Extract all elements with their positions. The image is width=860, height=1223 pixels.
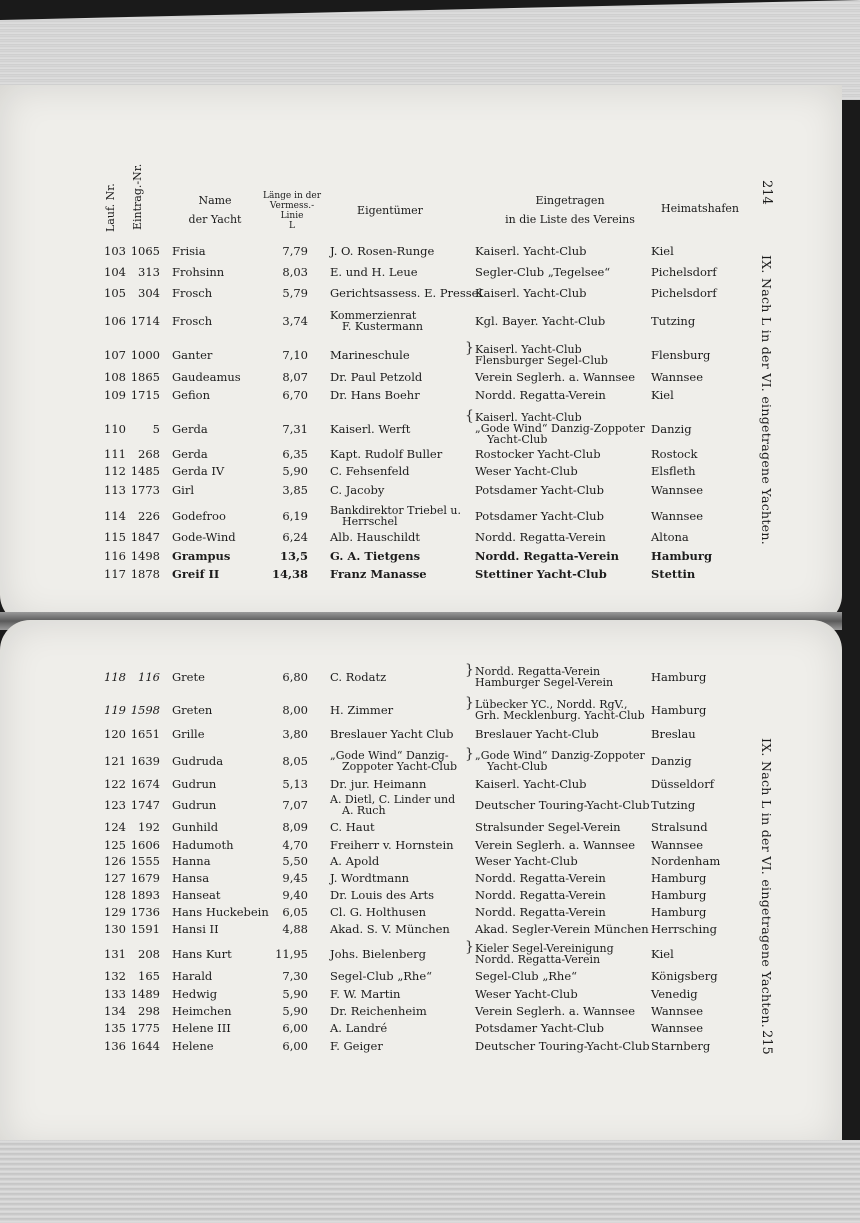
row-laenge: 9,45 — [282, 871, 308, 885]
row-yacht-name: Gudruda — [172, 754, 224, 768]
row-eintrag-nr: 1679 — [130, 871, 160, 885]
header-eigentuemer: Eigentümer — [357, 204, 423, 217]
row-heimatshafen: Stralsund — [651, 820, 708, 834]
book-bottom-edge — [0, 1140, 860, 1223]
row-heimatshafen: Danzig — [651, 422, 692, 436]
row-yacht-name: Frosch — [172, 286, 213, 300]
row-verein: Nordd. Regatta-Verein — [475, 871, 606, 885]
header-lauf: Lauf. Nr. — [104, 183, 117, 232]
row-lauf-nr: 117 — [104, 567, 126, 581]
row-verein: Segler-Club „Tegelsee“ — [475, 265, 611, 279]
row-eintrag-nr: 165 — [138, 969, 160, 983]
row-yacht-name: Hansi II — [172, 922, 219, 936]
row-owner: Dr. Reichenheim — [330, 1004, 427, 1018]
row-heimatshafen: Wannsee — [651, 1004, 704, 1018]
row-verein: Segel-Club „Rhe“ — [475, 969, 578, 983]
row-heimatshafen: Pichelsdorf — [651, 265, 717, 279]
row-laenge: 8,03 — [282, 265, 308, 279]
row-verein: Stettiner Yacht-Club — [475, 567, 607, 581]
row-eintrag-nr: 1736 — [130, 905, 160, 919]
row-eintrag-nr: 1489 — [130, 987, 160, 1001]
row-laenge: 7,30 — [282, 969, 308, 983]
row-heimatshafen: Tutzing — [651, 798, 696, 812]
row-lauf-nr: 128 — [104, 888, 126, 902]
header-laenge — [252, 191, 332, 231]
row-laenge: 7,31 — [282, 422, 308, 436]
row-verein: Deutscher Touring-Yacht-Club — [475, 798, 650, 812]
row-owner: J. Wordtmann — [330, 871, 410, 885]
row-owner: Herrschel — [342, 515, 398, 528]
row-eintrag-nr: 1000 — [130, 348, 160, 362]
row-owner: Kapt. Rudolf Buller — [330, 447, 443, 461]
row-owner: Marineschule — [330, 348, 410, 362]
row-lauf-nr: 134 — [104, 1004, 126, 1018]
row-verein: Rostocker Yacht-Club — [475, 447, 601, 461]
row-eintrag-nr: 1644 — [130, 1039, 160, 1053]
row-verein: Breslauer Yacht-Club — [475, 727, 599, 741]
row-eintrag-nr: 1865 — [130, 370, 160, 384]
row-laenge: 7,07 — [282, 798, 308, 812]
row-eintrag-nr: 208 — [138, 947, 160, 961]
row-lauf-nr: 107 — [104, 348, 126, 362]
row-owner: Akad. S. V. München — [330, 922, 450, 936]
row-eintrag-nr: 1714 — [130, 314, 160, 328]
row-laenge: 14,38 — [271, 567, 308, 581]
row-lauf-nr: 131 — [104, 947, 126, 961]
row-eintrag-nr: 1651 — [130, 727, 160, 741]
row-lauf-nr: 122 — [104, 777, 126, 791]
row-yacht-name: Frohsinn — [172, 265, 225, 279]
row-owner: „Gode Wind“ Danzig- — [330, 749, 449, 762]
row-eintrag-nr: 1498 — [130, 549, 160, 563]
header-eintrag: Eintrag.-Nr. — [131, 163, 144, 230]
row-owner: A. Landré — [330, 1021, 388, 1035]
header-laenge-line1: Länge in der — [262, 191, 321, 201]
row-lauf-nr: 105 — [104, 286, 126, 300]
row-lauf-nr: 119 — [104, 703, 126, 717]
row-yacht-name: Greif II — [172, 567, 220, 581]
row-owner: Alb. Hauschildt — [330, 530, 421, 544]
row-lauf-nr: 116 — [104, 549, 126, 563]
row-verein: Kieler Segel-Vereinigung — [475, 942, 614, 955]
row-heimatshafen: Pichelsdorf — [651, 286, 717, 300]
row-verein: Flensburger Segel-Club — [475, 354, 608, 367]
row-eintrag-nr: 304 — [138, 286, 160, 300]
row-verein: Weser Yacht-Club — [475, 987, 578, 1001]
row-laenge: 6,80 — [282, 670, 308, 684]
row-yacht-name: Grampus — [172, 549, 231, 563]
row-lauf-nr: 135 — [104, 1021, 126, 1035]
row-verein: Akad. Segler-Verein München — [475, 922, 649, 936]
row-laenge: 5,90 — [282, 987, 308, 1001]
row-owner: C. Fehsenfeld — [330, 464, 410, 478]
row-lauf-nr: 132 — [104, 969, 126, 983]
row-eintrag-nr: 1715 — [130, 388, 160, 402]
row-heimatshafen: Stettin — [651, 567, 696, 581]
row-lauf-nr: 136 — [104, 1039, 126, 1053]
row-verein: Kaiserl. Yacht-Club — [475, 244, 587, 258]
row-owner: Kommerzienrat — [330, 309, 417, 322]
page-214 — [0, 85, 842, 625]
row-lauf-nr: 120 — [104, 727, 126, 741]
brace-icon: } — [465, 746, 474, 762]
row-owner: Breslauer Yacht Club — [330, 727, 454, 741]
row-heimatshafen: Wannsee — [651, 483, 704, 497]
row-verein: Kaiserl. Yacht-Club — [475, 411, 582, 424]
header-laenge-line4: L — [289, 221, 295, 231]
row-eintrag-nr: 1773 — [130, 483, 160, 497]
row-heimatshafen: Altona — [651, 530, 689, 544]
header-name-line2: der Yacht — [188, 213, 242, 226]
brace-icon: } — [465, 340, 474, 356]
row-verein: Deutscher Touring-Yacht-Club — [475, 1039, 650, 1053]
row-heimatshafen: Wannsee — [651, 370, 704, 384]
brace-icon: } — [465, 695, 474, 711]
row-yacht-name: Godefroo — [172, 509, 226, 523]
row-laenge: 6,24 — [282, 530, 308, 544]
page-number-214: 214 — [759, 180, 774, 205]
row-verein: Lübecker YC., Nordd. RgV., — [475, 698, 628, 711]
row-heimatshafen: Tutzing — [651, 314, 696, 328]
row-verein: Kaiserl. Yacht-Club — [475, 286, 587, 300]
row-eintrag-nr: 116 — [138, 670, 160, 684]
row-lauf-nr: 110 — [104, 422, 126, 436]
row-laenge: 3,85 — [282, 483, 308, 497]
row-owner: A. Apold — [330, 854, 380, 868]
row-lauf-nr: 111 — [104, 447, 126, 461]
row-heimatshafen: Hamburg — [651, 549, 712, 563]
header-eingetragen-line1: Eingetragen — [535, 194, 605, 207]
row-laenge: 8,07 — [282, 370, 308, 384]
row-verein: Verein Seglerh. a. Wannsee — [475, 370, 636, 384]
row-verein: Nordd. Regatta-Verein — [475, 388, 606, 402]
page-number-215: 215 — [759, 1030, 774, 1055]
row-eintrag-nr: 1598 — [130, 703, 160, 717]
row-heimatshafen: Herrsching — [651, 922, 718, 936]
row-laenge: 5,90 — [282, 1004, 308, 1018]
row-heimatshafen: Königsberg — [651, 969, 718, 983]
row-owner: J. O. Rosen-Runge — [330, 244, 435, 258]
row-heimatshafen: Elsfleth — [651, 464, 696, 478]
row-eintrag-nr: 192 — [138, 820, 160, 834]
row-eintrag-nr: 313 — [138, 265, 160, 279]
row-eintrag-nr: 1747 — [130, 798, 160, 812]
row-verein: Weser Yacht-Club — [475, 854, 578, 868]
row-yacht-name: Gudrun — [172, 777, 217, 791]
row-laenge: 5,90 — [282, 464, 308, 478]
row-laenge: 6,00 — [282, 1039, 308, 1053]
row-owner: Johs. Bielenberg — [330, 947, 427, 961]
row-yacht-name: Hedwig — [172, 987, 218, 1001]
header-name-line1: Name — [198, 194, 232, 207]
row-yacht-name: Grille — [172, 727, 205, 741]
row-yacht-name: Hansa — [172, 871, 210, 885]
row-eintrag-nr: 1674 — [130, 777, 160, 791]
row-heimatshafen: Venedig — [651, 987, 698, 1001]
row-owner: Cl. G. Holthusen — [330, 905, 427, 919]
row-yacht-name: Gode-Wind — [172, 530, 236, 544]
row-owner: H. Zimmer — [330, 703, 394, 717]
row-lauf-nr: 113 — [104, 483, 126, 497]
row-lauf-nr: 123 — [104, 798, 126, 812]
row-lauf-nr: 118 — [104, 670, 126, 684]
row-verein: „Gode Wind“ Danzig-Zoppoter — [475, 422, 645, 435]
row-owner: E. und H. Leue — [330, 265, 418, 279]
row-laenge: 8,05 — [282, 754, 308, 768]
row-yacht-name: Frisia — [172, 244, 206, 258]
row-yacht-name: Hans Kurt — [172, 947, 232, 961]
row-eintrag-nr: 1639 — [130, 754, 160, 768]
row-owner: Freiherr v. Hornstein — [330, 838, 454, 852]
row-yacht-name: Grete — [172, 670, 205, 684]
row-eintrag-nr: 1847 — [130, 530, 160, 544]
row-lauf-nr: 104 — [104, 265, 126, 279]
row-verein: Stralsunder Segel-Verein — [475, 820, 621, 834]
row-owner: Zoppoter Yacht-Club — [342, 760, 458, 773]
row-lauf-nr: 124 — [104, 820, 126, 834]
row-verein: Verein Seglerh. a. Wannsee — [475, 838, 636, 852]
header-laenge-line2: Vermess.- — [269, 201, 315, 211]
row-lauf-nr: 127 — [104, 871, 126, 885]
row-laenge: 5,79 — [282, 286, 308, 300]
row-yacht-name: Helene III — [172, 1021, 231, 1035]
row-verein: Potsdamer Yacht-Club — [475, 483, 604, 497]
row-yacht-name: Hanseat — [172, 888, 221, 902]
row-owner: G. A. Tietgens — [330, 549, 421, 563]
row-yacht-name: Gerda IV — [172, 464, 225, 478]
row-eintrag-nr: 1591 — [130, 922, 160, 936]
row-lauf-nr: 121 — [104, 754, 126, 768]
row-lauf-nr: 126 — [104, 854, 126, 868]
row-verein: Kaiserl. Yacht-Club — [475, 343, 582, 356]
row-yacht-name: Heimchen — [172, 1004, 232, 1018]
row-owner: F. Kustermann — [342, 320, 423, 333]
row-yacht-name: Gudrun — [172, 798, 217, 812]
row-laenge: 6,35 — [282, 447, 308, 461]
row-owner: C. Rodatz — [330, 670, 387, 684]
row-verein: Yacht-Club — [487, 433, 548, 446]
row-owner: Franz Manasse — [330, 567, 427, 581]
row-verein: Nordd. Regatta-Verein — [475, 530, 606, 544]
row-owner: Dr. Paul Petzold — [330, 370, 423, 384]
row-eintrag-nr: 298 — [138, 1004, 160, 1018]
side-title-top: IX. Nach L in der VI. eingetragene Yachten. — [759, 255, 774, 545]
row-laenge: 11,95 — [275, 947, 308, 961]
row-eintrag-nr: 1485 — [130, 464, 160, 478]
header-eingetragen — [475, 194, 665, 226]
row-yacht-name: Hans Huckebein — [172, 905, 269, 919]
row-laenge: 7,10 — [282, 348, 308, 362]
row-heimatshafen: Wannsee — [651, 1021, 704, 1035]
row-laenge: 3,74 — [282, 314, 308, 328]
row-verein: Nordd. Regatta-Verein — [475, 665, 601, 678]
row-verein: Nordd. Regatta-Verein — [475, 953, 601, 966]
row-heimatshafen: Kiel — [651, 947, 674, 961]
row-laenge: 4,70 — [282, 838, 308, 852]
row-laenge: 13,5 — [279, 549, 308, 563]
row-owner: Dr. Louis des Arts — [330, 888, 435, 902]
row-yacht-name: Gaudeamus — [172, 370, 241, 384]
brace-icon: } — [465, 939, 474, 955]
row-lauf-nr: 103 — [104, 244, 126, 258]
row-yacht-name: Hanna — [172, 854, 211, 868]
row-verein: „Gode Wind“ Danzig-Zoppoter — [475, 749, 645, 762]
row-heimatshafen: Hamburg — [651, 871, 707, 885]
row-owner: F. Geiger — [330, 1039, 383, 1053]
row-lauf-nr: 108 — [104, 370, 126, 384]
row-owner: F. W. Martin — [330, 987, 401, 1001]
row-laenge: 7,79 — [282, 244, 308, 258]
row-verein: Grh. Mecklenburg. Yacht-Club — [475, 709, 645, 722]
row-laenge: 6,05 — [282, 905, 308, 919]
row-owner: Dr. jur. Heimann — [330, 777, 427, 791]
row-verein: Kgl. Bayer. Yacht-Club — [475, 314, 606, 328]
row-verein: Nordd. Regatta-Verein — [475, 888, 606, 902]
header-name — [170, 194, 260, 226]
row-yacht-name: Greten — [172, 703, 213, 717]
row-heimatshafen: Flensburg — [651, 348, 711, 362]
row-heimatshafen: Hamburg — [651, 905, 707, 919]
row-eintrag-nr: 1555 — [130, 854, 160, 868]
row-eintrag-nr: 1606 — [130, 838, 160, 852]
row-lauf-nr: 114 — [104, 509, 126, 523]
brace-icon: } — [465, 662, 474, 678]
row-laenge: 3,80 — [282, 727, 308, 741]
row-owner: Segel-Club „Rhe“ — [330, 969, 433, 983]
page-215 — [0, 620, 842, 1150]
row-verein: Nordd. Regatta-Verein — [475, 905, 606, 919]
row-eintrag-nr: 5 — [152, 422, 160, 436]
row-owner: A. Dietl, C. Linder und — [330, 793, 456, 806]
row-lauf-nr: 106 — [104, 314, 126, 328]
row-verein: Hamburger Segel-Verein — [475, 676, 614, 689]
row-lauf-nr: 112 — [104, 464, 126, 478]
row-laenge: 9,40 — [282, 888, 308, 902]
row-lauf-nr: 115 — [104, 530, 126, 544]
header-eingetragen-line2: in die Liste des Vereins — [505, 213, 635, 226]
row-yacht-name: Gerda — [172, 447, 208, 461]
row-laenge: 6,70 — [282, 388, 308, 402]
row-verein: Yacht-Club — [487, 760, 548, 773]
row-eintrag-nr: 1775 — [130, 1021, 160, 1035]
row-verein: Nordd. Regatta-Verein — [475, 549, 619, 563]
row-verein: Kaiserl. Yacht-Club — [475, 777, 587, 791]
row-yacht-name: Helene — [172, 1039, 214, 1053]
row-yacht-name: Gunhild — [172, 820, 219, 834]
row-heimatshafen: Kiel — [651, 388, 674, 402]
row-yacht-name: Harald — [172, 969, 213, 983]
side-title-bottom: IX. Nach L in der VI. eingetragene Yachten. — [759, 738, 774, 1028]
row-yacht-name: Ganter — [172, 348, 213, 362]
row-owner: C. Jacoby — [330, 483, 385, 497]
row-heimatshafen: Wannsee — [651, 838, 704, 852]
row-lauf-nr: 109 — [104, 388, 126, 402]
row-yacht-name: Girl — [172, 483, 195, 497]
row-laenge: 6,00 — [282, 1021, 308, 1035]
row-owner: A. Ruch — [342, 804, 386, 817]
header-heimatshafen: Heimatshafen — [661, 202, 739, 215]
row-owner: Bankdirektor Triebel u. — [330, 504, 461, 517]
row-heimatshafen: Hamburg — [651, 703, 707, 717]
row-eintrag-nr: 1893 — [130, 888, 160, 902]
row-laenge: 5,13 — [282, 777, 308, 791]
row-verein: Potsdamer Yacht-Club — [475, 509, 604, 523]
row-eintrag-nr: 1878 — [130, 567, 160, 581]
row-heimatshafen: Danzig — [651, 754, 692, 768]
row-heimatshafen: Kiel — [651, 244, 674, 258]
row-laenge: 8,00 — [282, 703, 308, 717]
row-heimatshafen: Hamburg — [651, 670, 707, 684]
row-heimatshafen: Nordenham — [651, 854, 721, 868]
row-owner: Dr. Hans Boehr — [330, 388, 420, 402]
row-lauf-nr: 125 — [104, 838, 126, 852]
row-heimatshafen: Starnberg — [651, 1039, 711, 1053]
row-lauf-nr: 133 — [104, 987, 126, 1001]
row-heimatshafen: Düsseldorf — [651, 777, 714, 791]
brace-icon: { — [465, 408, 474, 424]
row-heimatshafen: Breslau — [651, 727, 696, 741]
row-verein: Potsdamer Yacht-Club — [475, 1021, 604, 1035]
row-yacht-name: Gefion — [172, 388, 210, 402]
row-heimatshafen: Wannsee — [651, 509, 704, 523]
row-yacht-name: Gerda — [172, 422, 208, 436]
row-lauf-nr: 129 — [104, 905, 126, 919]
row-laenge: 6,19 — [282, 509, 308, 523]
row-verein: Weser Yacht-Club — [475, 464, 578, 478]
row-owner: Kaiserl. Werft — [330, 422, 411, 436]
row-laenge: 5,50 — [282, 854, 308, 868]
row-laenge: 8,09 — [282, 820, 308, 834]
row-laenge: 4,88 — [282, 922, 308, 936]
row-eintrag-nr: 268 — [138, 447, 160, 461]
row-verein: Verein Seglerh. a. Wannsee — [475, 1004, 636, 1018]
row-yacht-name: Hadumoth — [172, 838, 234, 852]
row-heimatshafen: Hamburg — [651, 888, 707, 902]
row-yacht-name: Frosch — [172, 314, 213, 328]
row-heimatshafen: Rostock — [651, 447, 698, 461]
row-eintrag-nr: 226 — [138, 509, 160, 523]
row-owner: C. Haut — [330, 820, 375, 834]
row-lauf-nr: 130 — [104, 922, 126, 936]
row-owner: Gerichtsassess. E. Pressel — [330, 286, 483, 300]
header-laenge-line3: Linie — [280, 211, 304, 221]
row-eintrag-nr: 1065 — [130, 244, 160, 258]
